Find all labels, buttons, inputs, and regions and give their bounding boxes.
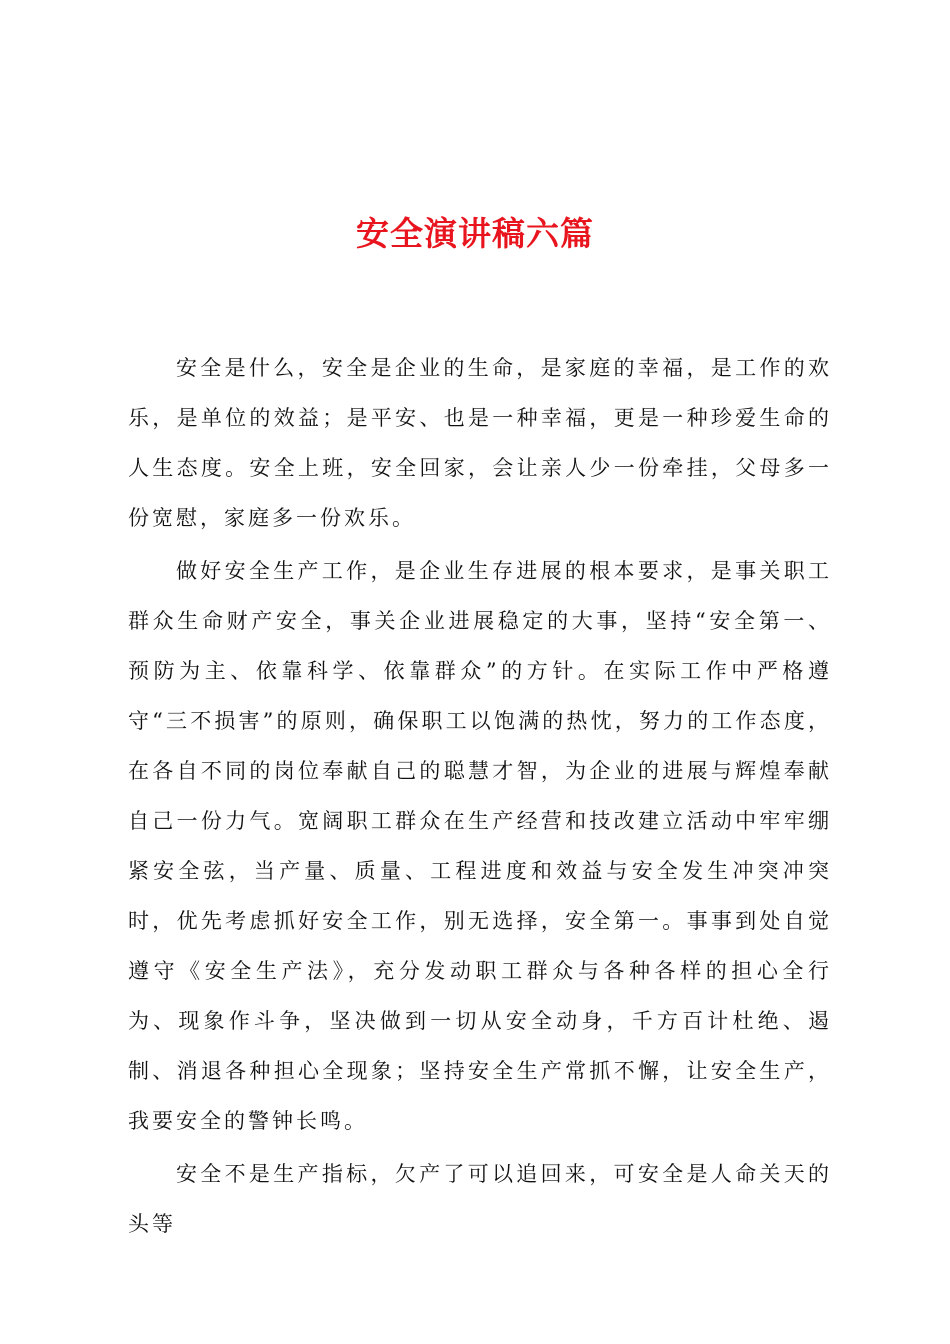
paragraph-2: 做好安全生产工作，是企业生存进展的根本要求，是事关职工群众生命财产安全，事关企业进展稳定的大事，坚持“安全第一、预防为主、依靠科学、依靠群众”的方针。在实际工作中严格遵守“三不损害”的原则，确保职工以饱满的热忱，努力的工作态度，在各自不同的岗位奉献自己的聪慧才智，为企业的进展与辉煌奉献自己一份力气。宽阔职工群众在生产经营和技改建立活动中牢牢绷紧安全弦，当产量、质量、工程进度和效益与安全发生冲突冲突时，优先考虑抓好安全工作，别无选择，安全第一。事事到处自觉遵守《安全生产法》，充分发动职工群众与各种各样的担心全行为、现象作斗争，坚决做到一切从安全动身，千方百计杜绝、遏制、消退各种担心全现象；坚持安全生产常抓不懈，让安全生产，我要安全的警钟长鸣。 — [128, 559, 832, 1133]
paragraph-1: 安全是什么，安全是企业的生命，是家庭的幸福，是工作的欢乐，是单位的效益；是平安、也是一种幸福，更是一种珍爱生命的人生态度。安全上班，安全回家，会让亲人少一份牵挂，父母多一份宽慰，家庭多一份欢乐。 — [128, 356, 832, 530]
paragraph-3: 安全不是生产指标，欠产了可以追回来，可安全是人命关天的头等 — [128, 1162, 832, 1236]
document-body — [128, 343, 832, 1252]
document-title: 安全演讲稿六篇 — [356, 214, 594, 253]
